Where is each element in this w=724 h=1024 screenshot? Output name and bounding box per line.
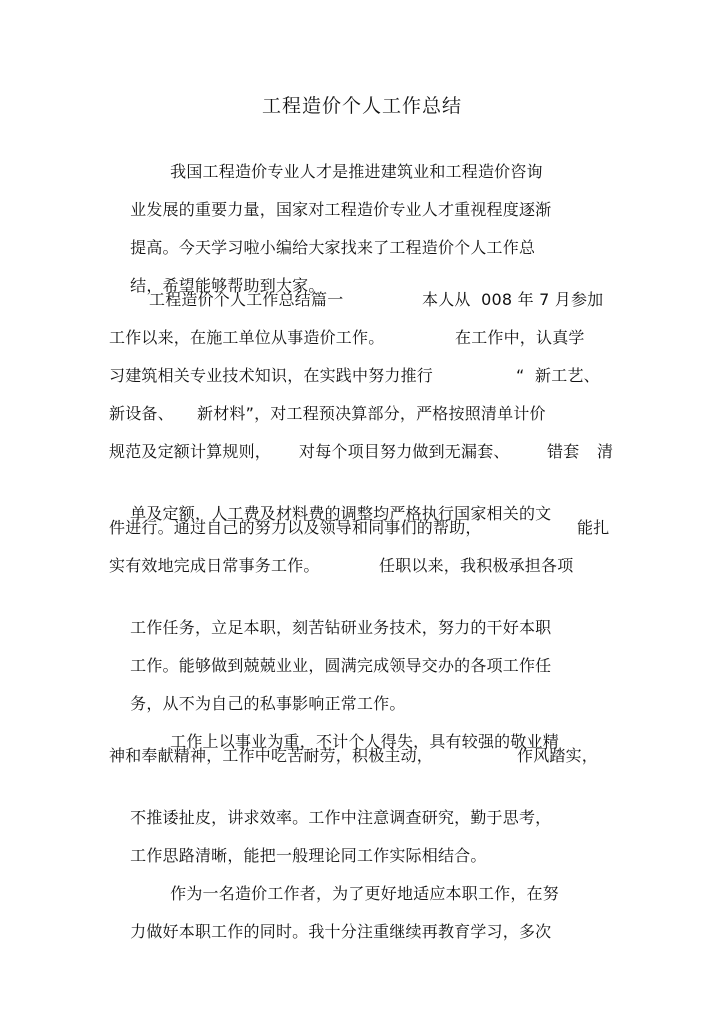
section-heading: 工程造价个人工作总结篇一 [149,290,344,309]
text-segment: 我国工程造价专业人才是推进建筑业和工程造价咨询 [170,162,543,181]
paragraph-line [109,364,619,388]
text-segment: 不推诿扯皮，讲求效率。工作中注意调查研究，勤于思考， [130,808,552,827]
text-segment: 工作。能够做到兢兢业业，圆满完成领导交办的各项工作任 [130,656,552,675]
text-segment: 作风踏实， [517,746,599,765]
text-segment: 本人从 008 年 7 月参加 [422,290,604,309]
text-segment: 件进行。通过自己的努力以及领导和同事们的帮助， [109,518,482,537]
text-segment: 务，从不为自己的私事影响正常工作。 [130,694,406,713]
text-segment: 清 [597,442,614,461]
text-segment: 错套 [547,442,580,461]
paragraph-line [149,288,649,312]
paragraph-line [109,554,619,578]
document-title: 工程造价个人工作总结 [261,95,462,117]
text-segment: 工作上以事业为重，不计个人得失，具有较强的敬业精 [170,732,559,751]
text-segment: 能扎 [577,518,610,537]
text-segment: 工作任务，立足本职，刻苦钻研业务技术，努力的干好本职 [130,618,552,637]
text-segment: 任职以来，我积极承担各项 [379,556,574,575]
paragraph-line [109,896,551,968]
text-segment: “ 新工艺、 [516,366,600,385]
text-segment: 提高。今天学习啦小编给大家找来了工程造价个人工作总 [130,238,536,257]
text-segment: 结，希望能够帮助到大家。 [130,276,325,295]
text-segment: 规范及定额计算规则， [109,442,272,461]
text-segment: 工作以来，在施工单位从事造价工作。 [109,328,385,347]
paragraph-line [109,440,619,464]
paragraph-line [109,326,619,350]
paragraph-line [109,402,619,426]
paragraph-line [109,744,619,768]
text-segment: 作为一名造价工作者，为了更好地适应本职工作，在努 [170,884,559,903]
text-segment: 实有效地完成日常事务工作。 [109,556,320,575]
text-segment: 在工作中，认真学 [455,328,585,347]
text-segment: 神和奉献精神，工作中吃苦耐劳，积极主动， [109,746,434,765]
text-segment: 单及定额，人工费及材料费的调整均严格执行国家相关的文 [130,504,552,523]
text-segment: 业发展的重要力量，国家对工程造价专业人才重视程度逐渐 [130,200,552,219]
text-segment: 习建筑相关专业技术知识，在实践中努力推行 [109,366,434,385]
paragraph-line [109,516,619,540]
text-segment: 力做好本职工作的同时。我十分注重继续再教育学习，多次 [130,922,552,941]
text-segment: 新设备、 [109,404,174,423]
text-segment: 工作思路清晰，能把一般理论同工作实际相结合。 [130,846,487,865]
text-segment: 新材料”，对工程预决算部分，严格按照清单计价 [197,404,546,423]
text-segment: 对每个项目努力做到无漏套、 [299,442,510,461]
